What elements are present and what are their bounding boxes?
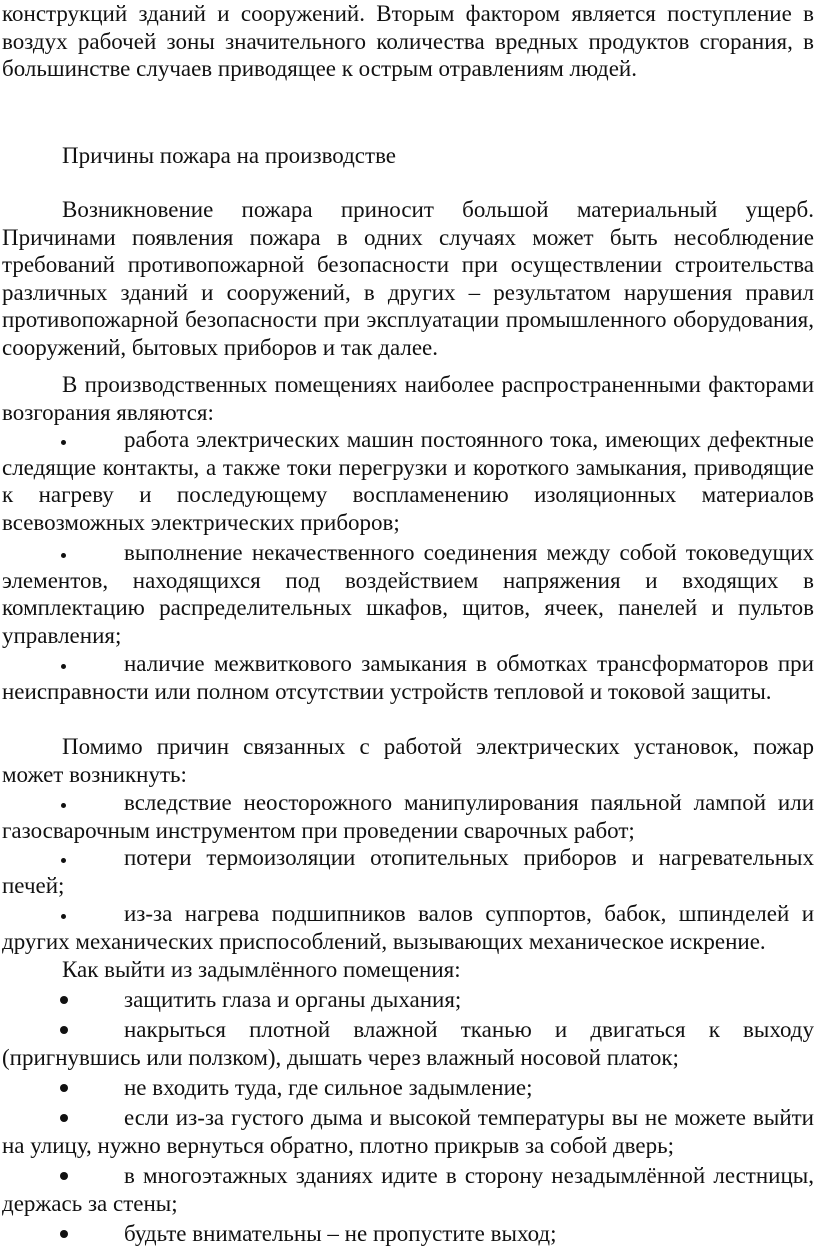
list-item: накрыться плотной влажной тканью и двигаться к выходу (пригнувшись или ползком), дышать через влажный носовой платок; [2,1017,814,1070]
list-item: в многоэтажных зданиях идите в сторону незадымлённой лестницы, держась за стены; [2,1163,814,1216]
list-item: если из-за густого дыма и высокой температуры вы не можете выйти на улицу, нужно вернуться обратно, плотно прикрыв за собой дверь; [2,1105,814,1158]
list-item: выполнение некачественного соединения между собой токоведущих элементов, находящихся под воздействием напряжения и входящих в комплектацию распределительных шкафов, щитов, ячеек, панелей и пультов управления; [2,540,814,648]
paragraph-intro-continuation: конструкций зданий и сооружений. Вторым фактором является поступление в воздух рабочей зоны значительного количества вредных продуктов сгорания, в большинстве случаев приводящее к острым отравлениям людей. [2,1,814,82]
list-item: не входить туда, где сильное задымление; [124,1075,533,1100]
list-item: будьте внимательны – не пропустите выход; [124,1221,557,1246]
list-item: из-за нагрева подшипников валов суппортов, бабок, шпинделей и других механических приспособлений, вызывающих механическое искрение. [2,901,814,954]
paragraph-other-causes-intro: Помимо причин связанных с работой электрических установок, пожар может возникнуть: [2,734,814,787]
paragraph-fire-damage: Возникновение пожара приносит большой материальный ущерб. Причинами появления пожара в одних случаях может быть несоблюдение требований противопожарной безопасности при осуществлении строительства различных зданий и сооружений, в других – результатом нарушения правил противопожарной безопасности при эксплуатации промышленного оборудования, сооружений, бытовых приборов и так далее. [2,197,814,360]
list-item: работа электрических машин постоянного тока, имеющих дефектные следящие контакты, а также токи перегрузки и короткого замыкания, приводящие к нагреву и последующему воспламенению изоляционных материалов всевозможных электрических приборов; [2,427,814,535]
list-item: наличие межвиткового замыкания в обмотках трансформаторов при неисправности или полном отсутствии устройств тепловой и токовой защиты. [2,651,814,704]
paragraph-factors-intro: В производственных помещениях наиболее распространенными факторами возгорания являются: [2,372,814,425]
paragraph-smoke-exit-heading: Как выйти из задымлённого помещения: [62,957,461,982]
list-item: вследствие неосторожного манипулирования паяльной лампой или газосварочным инструментом при проведении сварочных работ; [2,790,814,843]
section-heading: Причины пожара на производстве [62,143,397,168]
list-item: потери термоизоляции отопительных приборов и нагревательных печей; [2,845,814,898]
list-item: защитить глаза и органы дыхания; [124,987,462,1012]
